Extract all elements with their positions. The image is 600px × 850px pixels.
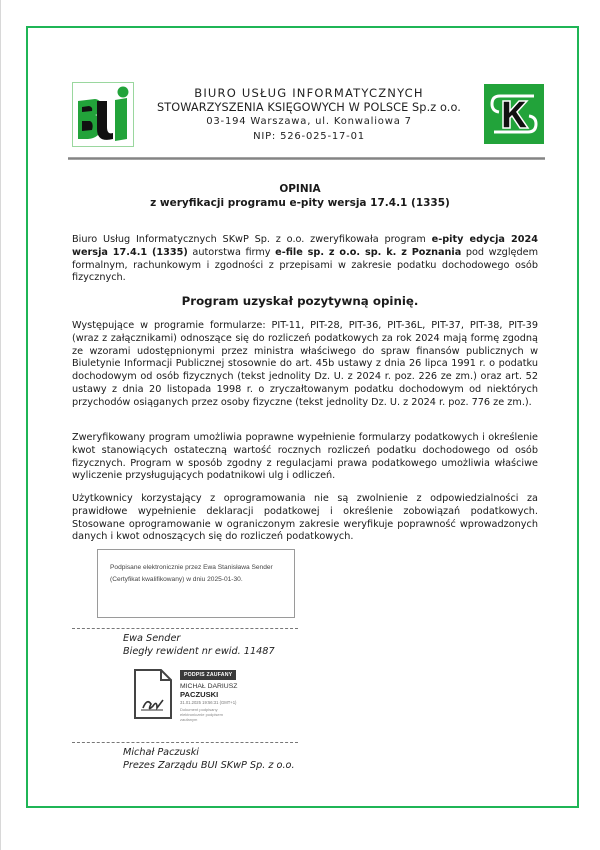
electronic-signature-box[interactable] (97, 549, 295, 618)
signer-2-name: Michał Paczuski (123, 747, 199, 758)
signer-2 (123, 746, 295, 772)
capabilities-paragraph: Zweryfikowany program umożliwia poprawne wypełnienie formularzy podatkowych i określenie kwot stanowiących ostateczną wartość rocznych rozliczeń podatku dochodowego od osób fizycznych. Program w sposób zgodny z regulacjami prawa podatkowego umożliwia właściwe wyliczenie przysługujących podatnikowi ulg i odliczeń. (72, 432, 538, 482)
signer-1-name: Ewa Sender (123, 633, 181, 644)
verdict: Program uzyskał pozytywną opinię. (181, 294, 419, 308)
organization-address: 03-194 Warszawa, ul. Konwaliowa 7 (206, 116, 412, 127)
trusted-signer-last-name: PACZUSKI (180, 690, 219, 699)
signature-line-2 (72, 742, 298, 743)
intro-paragraph (72, 234, 538, 285)
author-company: e-file sp. z o.o. sp. k. z Poznania (275, 246, 462, 258)
intro-text-2: autorstwa firmy (187, 246, 276, 258)
skwp-logo-icon (484, 84, 544, 144)
page-edge (0, 0, 1, 850)
signature-line-1 (72, 628, 298, 629)
trusted-signer-first-names: MICHAŁ DARIUSZ (180, 683, 238, 690)
intro-text-3: pod względem formalnym, rachunkowym i zgodności z przepisami w zakresie podatku dochodowego osób fizycznych. (72, 246, 539, 284)
header-separator (68, 157, 545, 160)
forms-paragraph: Występujące w programie formularze: PIT-11, PIT-28, PIT-36, PIT-36L, PIT-37, PIT-38, PIT-39 (wraz z załącznikami) odnoszące się do rozliczeń podatkowych za rok 2024 mają formę zgodną ze wzorami udostępnionymi przez ministra właściwego do spraw finansów publicznych w Biuletynie Informacji Publicznej stosownie do art. 45b ustawy z dnia 26 lipca 1991 r. o podatku dochodowym od osób fizycznych (tekst jednolity Dz. U. z 2024 r. poz. 226 ze zm.) oraz art. 52 ustawy z dnia 20 listopada 1998 r. o zryczałtowanym podatku dochodowym od niektórych przychodów osiąganych przez osoby fizyczne (tekst jednolity Dz. U. z 2024 r. poz. 776 ze zm.). (72, 320, 538, 408)
trusted-signature-badge: PODPIS ZAUFANY (180, 670, 236, 680)
organization-name-line2: STOWARZYSZENIA KSIĘGOWYCH W POLSCE Sp.z o.o. (156, 100, 461, 114)
trusted-signature-date: 31.01.2025 19:56:31 (GMT+1) (180, 700, 237, 705)
disclaimer-paragraph: Użytkownicy korzystający z oprogramowania nie są zwolnienie z odpowiedzialności za prawidłowe wypełnienie deklaracji podatkowej i określenie zobowiązań podatkowych. Stosowane oprogramowanie w ograniczonym zakresie weryfikuje poprawność wprowadzonych danych i kwot odnoszących się do rozliczeń podatkowych. (72, 493, 538, 543)
bui-logo-icon (72, 82, 134, 147)
signer-1 (123, 632, 275, 658)
trusted-signature-stamp[interactable] (133, 668, 303, 728)
signer-2-role: Prezes Zarządu BUI SKwP Sp. z o.o. (123, 760, 295, 771)
organization-name-line1: BIURO USŁUG INFORMATYCZNYCH (194, 86, 424, 100)
intro-text-1: Biuro Usług Informatycznych SKwP Sp. z o.o. zweryfikowała program (72, 234, 432, 245)
electronic-signature-text: Podpisane elektronicznie przez Ewa Stanisława Sender (Certyfikat kwalifikowany) w dniu 2025-01-30. (110, 564, 273, 583)
letterhead (72, 82, 547, 146)
organization-nip: NIP: 526-025-17-01 (253, 130, 365, 142)
title-heading: OPINIA (279, 183, 321, 195)
signer-1-role: Biegły rewident nr ewid. 11487 (123, 646, 275, 657)
trusted-signature-note: Dokument podpisany elektronicznie podpisem zaufanym (180, 707, 223, 722)
organization-info (134, 86, 484, 144)
signed-document-icon (133, 668, 173, 720)
program-name: e-pity edycja 2024 wersja 17.4.1 (1335) (72, 234, 539, 258)
title-subheading: z weryfikacji programu e-pity wersja 17.4.1 (1335) (150, 197, 450, 209)
document-title (60, 182, 540, 210)
